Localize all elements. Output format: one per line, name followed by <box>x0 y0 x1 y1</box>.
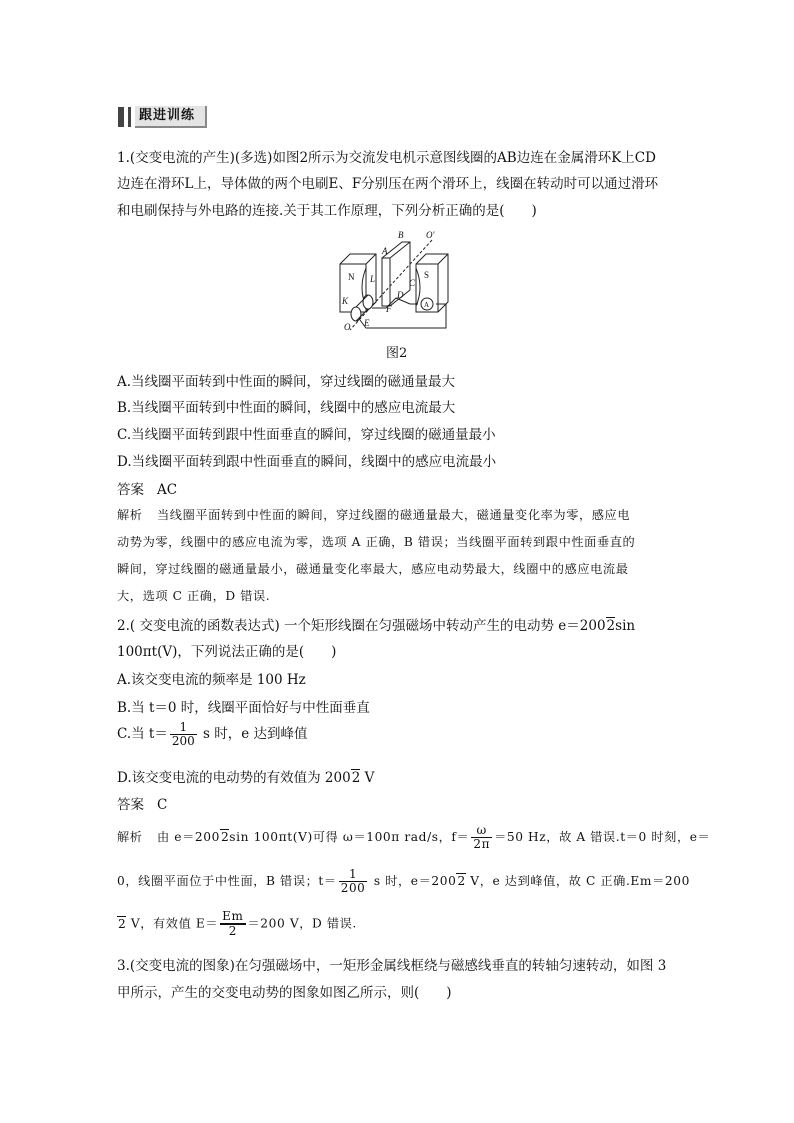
q1-option-c: C.当线圈平面转到跟中性面垂直的瞬间，穿过线圈的磁通量最小 <box>117 427 496 443</box>
svg-text:N: N <box>348 272 355 282</box>
svg-text:O: O <box>344 322 351 332</box>
q2-line-1: 2.( 交变电流的函数表达式) 一个矩形线圈在匀强磁场中转动产生的电动势 e＝2002sin <box>117 618 636 634</box>
q1-answer <box>117 478 177 498</box>
answer-value: AC <box>157 482 178 498</box>
svg-text:O′: O′ <box>426 230 435 240</box>
slip-ring-l <box>363 295 373 309</box>
svg-text:A: A <box>382 246 388 256</box>
q1-line-3: 和电刷保持与外电路的连接.关于其工作原理，下列分析正确的是( ) <box>117 203 537 219</box>
q1-analysis-2: 动势为零，线圈中的感应电流为零，选项 A 正确，B 错误；当线圈平面转到跟中性面垂直的 <box>117 535 636 549</box>
svg-text:E: E <box>364 318 370 328</box>
svg-text:F: F <box>386 304 392 314</box>
tag-marker-thin <box>128 107 131 127</box>
q2-option-c: C.当 t＝ $\frac{1}{200}$ s 时，e 达到峰值 <box>117 720 308 748</box>
q3-line-1: 3.(交变电流的图象)在匀强磁场中，一矩形金属线框绕与磁感线垂直的转轴匀速转动，如图 3 <box>117 958 667 974</box>
q2-analysis-1: 解析 由 e＝2002sin 100πt(V)可得 ω＝100π rad/s，f＝ $\frac{\omega}{2\pi}$ ＝50 Hz，故 A 错误.t＝0 时刻，e＝ <box>117 823 711 851</box>
q2-option-d: D.该交变电流的电动势的有效值为 2002 V <box>117 770 375 786</box>
svg-text:B: B <box>398 230 404 240</box>
svg-text:L: L <box>370 274 376 284</box>
slip-ring-k <box>351 307 361 321</box>
q1-analysis-3: 瞬间，穿过线圈的磁通量最小，磁通量变化率最大，感应电动势最大，线圈中的感应电流最 <box>117 562 629 576</box>
q2-analysis-2: 0，线圈平面位于中性面，B 错误；t＝ $\frac{1}{200}$ s 时，e＝2002 V，e 达到峰值，故 C 正确.Em＝200 <box>117 867 690 895</box>
q3-line-2: 甲所示，产生的交变电动势的图象如图乙所示，则( ) <box>117 985 452 1001</box>
q1-analysis-4: 大，选项 C 正确，D 错误. <box>117 589 271 603</box>
svg-text:K: K <box>342 296 349 306</box>
svg-text:D: D <box>397 290 404 300</box>
q2-line-2: 100πt(V)，下列说法正确的是( ) <box>117 644 337 660</box>
q1-analysis-1: 解析 当线圈平面转到中性面的瞬间，穿过线圈的磁通量最大，磁通量变化率为零，感应电 <box>117 508 631 522</box>
section-title: 跟进训练 <box>135 106 207 128</box>
q1-line-1: 1.(交变电流的产生)(多选)如图2所示为交流发电机示意图线圈的AB边连在金属滑环K上CD <box>117 150 656 166</box>
ac-generator-figure <box>336 228 456 336</box>
q2-option-b: B.当 t＝0 时，线圈平面恰好与中性面垂直 <box>117 700 370 716</box>
answer-label: 答案 <box>117 482 144 498</box>
figure-caption: 图2 <box>386 346 408 361</box>
q1-option-d: D.当线圈平面转到跟中性面垂直的瞬间，线圈中的感应电流最小 <box>117 454 497 470</box>
q1-option-b: B.当线圈平面转到中性面的瞬间，线圈中的感应电流最大 <box>117 400 456 416</box>
section-header <box>118 106 207 128</box>
svg-text:C: C <box>409 278 416 288</box>
q1-line-2: 边连在滑环L上，导体做的两个电刷E、F分别压在两个滑环上，线圈在转动时可以通过滑环 <box>117 176 659 192</box>
analysis-label: 解析 <box>117 508 143 522</box>
tag-marker <box>118 107 124 127</box>
q2-analysis-3: 2 V，有效值 E＝ $\frac{Em}{2}$ ＝200 V，D 错误. <box>118 909 357 938</box>
svg-text:S: S <box>424 270 430 280</box>
q2-option-a: A.该交变电流的频率是 100 Hz <box>117 672 306 688</box>
q1-option-a: A.当线圈平面转到中性面的瞬间，穿过线圈的磁通量最大 <box>117 374 456 390</box>
q2-answer: 答案 C <box>117 797 168 813</box>
svg-text:A: A <box>424 301 430 309</box>
